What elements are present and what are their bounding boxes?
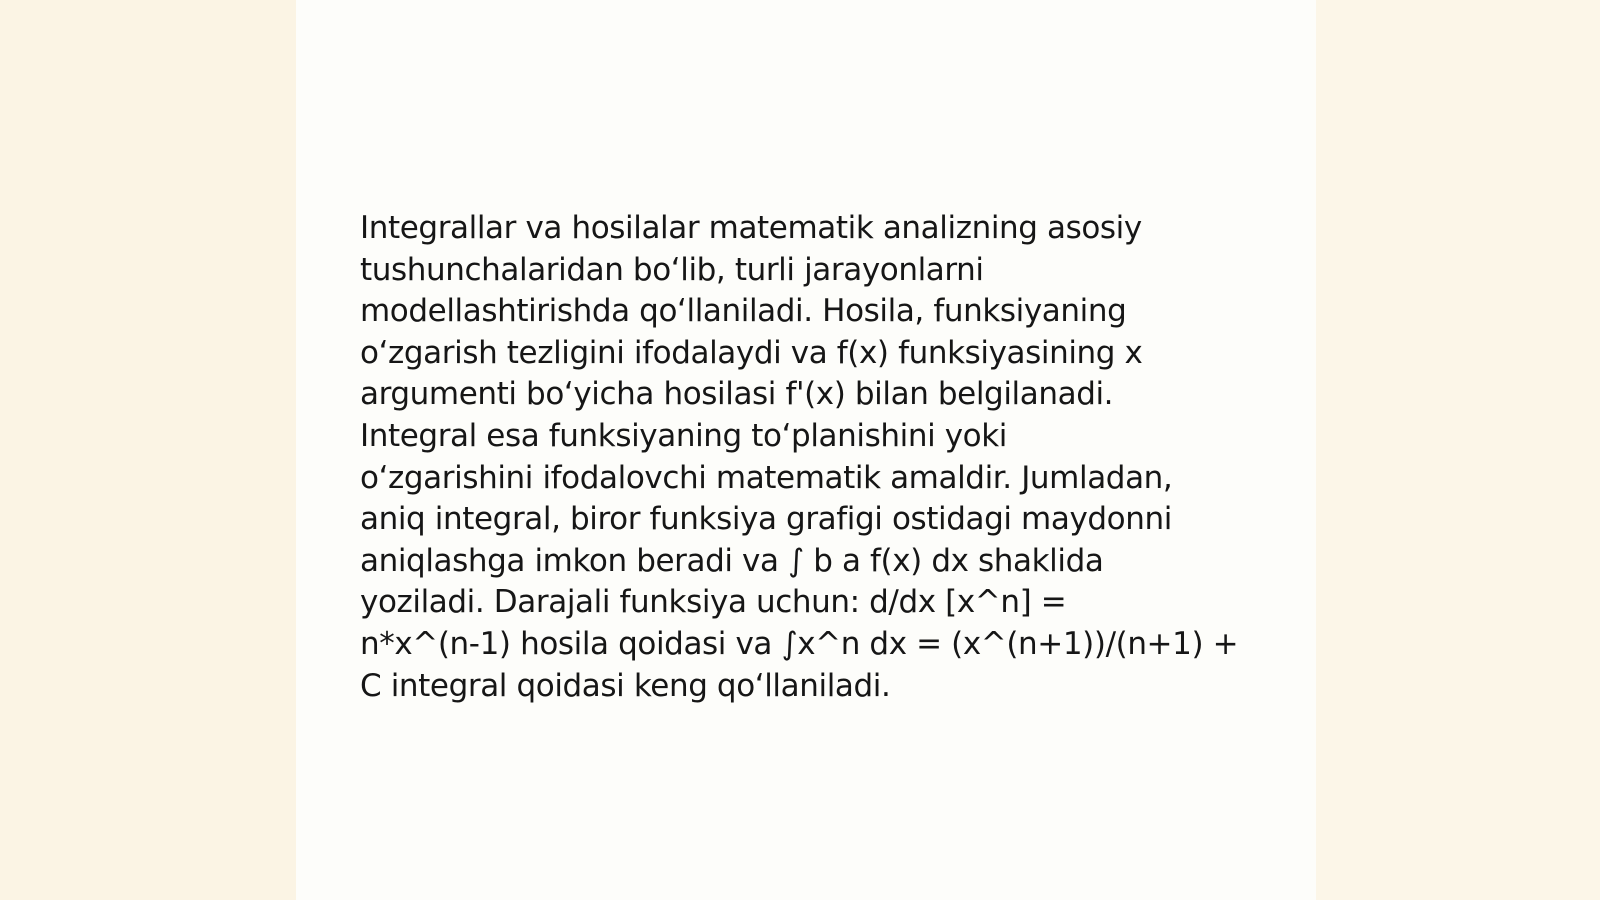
text-line: o‘zgarishini ifodalovchi matematik amaldir. Jumladan, — [360, 459, 1173, 496]
right-margin-panel — [1316, 0, 1600, 900]
text-line: Integrallar va hosilalar matematik analizning asosiy — [360, 210, 1142, 246]
text-line: Integral esa funksiyaning to‘planishini yoki — [360, 417, 1008, 454]
left-margin-panel — [0, 0, 296, 900]
text-line: n*x^(n-1) hosila qoidasi va ∫x^n dx = (x^(n+1))/(n+1) + — [360, 625, 1239, 662]
slide-canvas — [296, 0, 1316, 900]
slide-body-text — [360, 208, 1260, 707]
text-line: modellashtirishda qo‘llaniladi. Hosila, funksiyaning — [360, 293, 1127, 330]
text-line: aniq integral, biror funksiya grafigi ostidagi maydonni — [360, 501, 1172, 538]
text-line: o‘zgarish tezligini ifodalaydi va f(x) funksiyasining x — [360, 334, 1143, 371]
text-line: aniqlashga imkon beradi va ∫ b a f(x) dx shaklida — [360, 542, 1104, 579]
text-line: yoziladi. Darajali funksiya uchun: d/dx [x^n] = — [360, 584, 1067, 621]
text-line: argumenti bo‘yicha hosilasi f'(x) bilan belgilanadi. — [360, 376, 1114, 413]
text-line: tushunchalaridan bo‘lib, turli jarayonlarni — [360, 251, 984, 288]
text-line: C integral qoidasi keng qo‘llaniladi. — [360, 667, 891, 704]
